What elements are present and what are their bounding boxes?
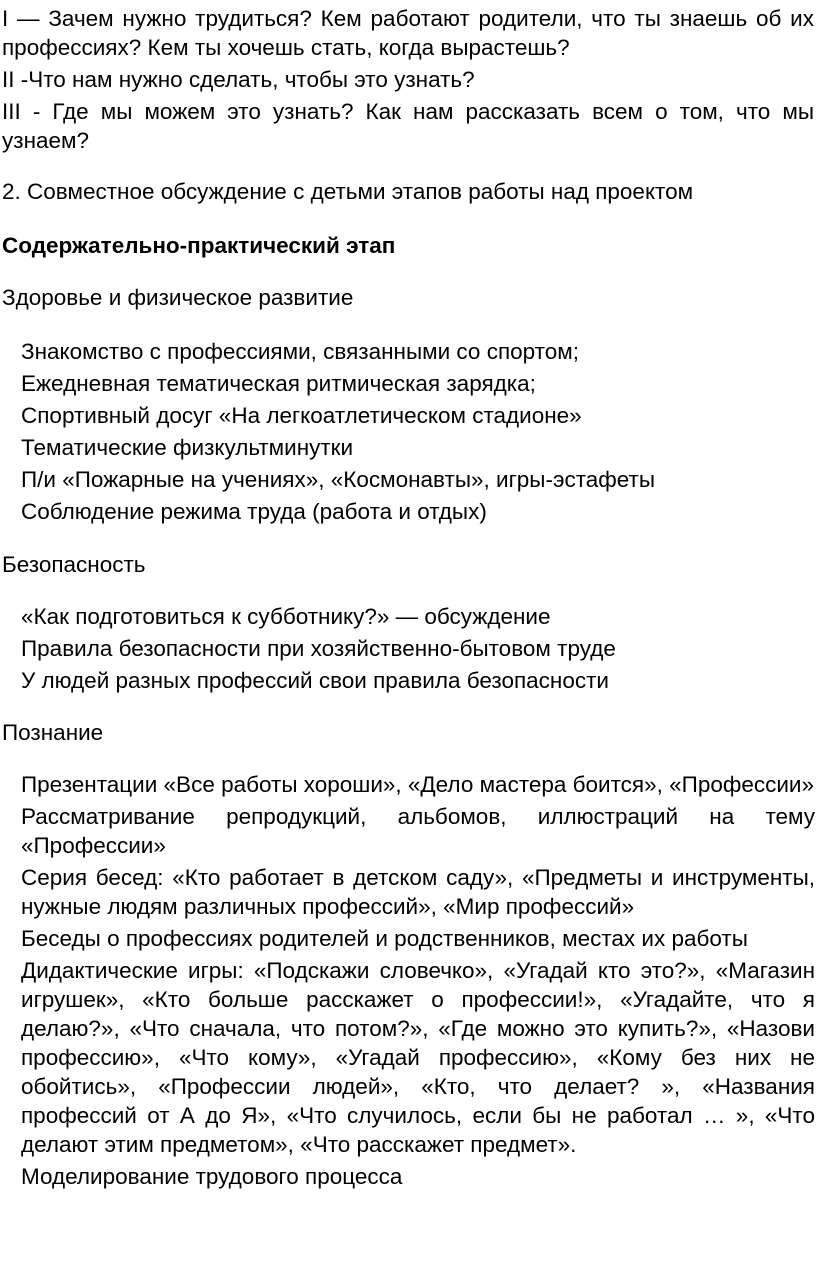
question-2: II -Что нам нужно сделать, чтобы это узнать?: [2, 67, 475, 92]
list-item: Рассматривание репродукций, альбомов, иллюстраций на тему «Профессии»: [21, 804, 815, 858]
list-item: П/и «Пожарные на учениях», «Космонавты», игры-эстафеты: [21, 467, 656, 492]
stage-title: Содержательно-практический этап: [2, 233, 396, 258]
list-item: «Как подготовиться к субботнику?» — обсуждение: [21, 604, 551, 629]
list-item: Дидактические игры: «Подскажи словечко», «Угадай кто это?», «Магазин игрушек», «Кто больше расскажет о профессии!», «Угадайте, что я делаю?», «Что сначала, что потом?», «Где можно это купить?», «Назови профессию», «Что кому», «Угадай профессию», «Кому без них не обойтись», «Профессии людей», «Кто, что делает? », «Названия профессий от А до Я», «Что случилось, если бы не работал … », «Что делают этим предметом», «Что расскажет предмет».: [21, 958, 815, 1157]
list-item: Соблюдение режима труда (работа и отдых): [21, 499, 487, 524]
list-item: Знакомство с профессиями, связанными со спортом;: [21, 339, 579, 364]
section-list-safety: [21, 602, 815, 695]
section-title-safety: Безопасность: [2, 552, 146, 577]
list-item: Тематические физкультминутки: [21, 435, 354, 460]
list-item: Серия бесед: «Кто работает в детском саду», «Предметы и инструменты, нужные людям различных профессий», «Мир профессий»: [21, 865, 815, 919]
section-title-cognition: Познание: [2, 720, 104, 745]
section-list-health: [21, 337, 815, 526]
step-2-heading: 2. Совместное обсуждение с детьми этапов работы над проектом: [2, 179, 694, 204]
section-list-cognition: [21, 770, 815, 1194]
question-1: I — Зачем нужно трудиться? Кем работают родители, что ты знаешь об их профессиях? Кем ты хочешь стать, когда вырастешь?: [2, 6, 814, 60]
list-item: Презентации «Все работы хороши», «Дело мастера боится», «Профессии»: [21, 772, 815, 797]
list-item: Спортивный досуг «На легкоатлетическом стадионе»: [21, 403, 582, 428]
list-item: Беседы о профессиях родителей и родственников, местах их работы: [21, 926, 748, 951]
list-item: Правила безопасности при хозяйственно-бытовом труде: [21, 636, 616, 661]
section-title-health: Здоровье и физическое развитие: [2, 285, 354, 310]
list-item: У людей разных профессий свои правила безопасности: [21, 668, 609, 693]
question-3: III - Где мы можем это узнать? Как нам рассказать всем о том, что мы узнаем?: [2, 99, 814, 153]
list-item: Ежедневная тематическая ритмическая зарядка;: [21, 371, 536, 396]
intro-questions: [2, 4, 814, 158]
list-item: Моделирование трудового процесса: [21, 1164, 403, 1189]
